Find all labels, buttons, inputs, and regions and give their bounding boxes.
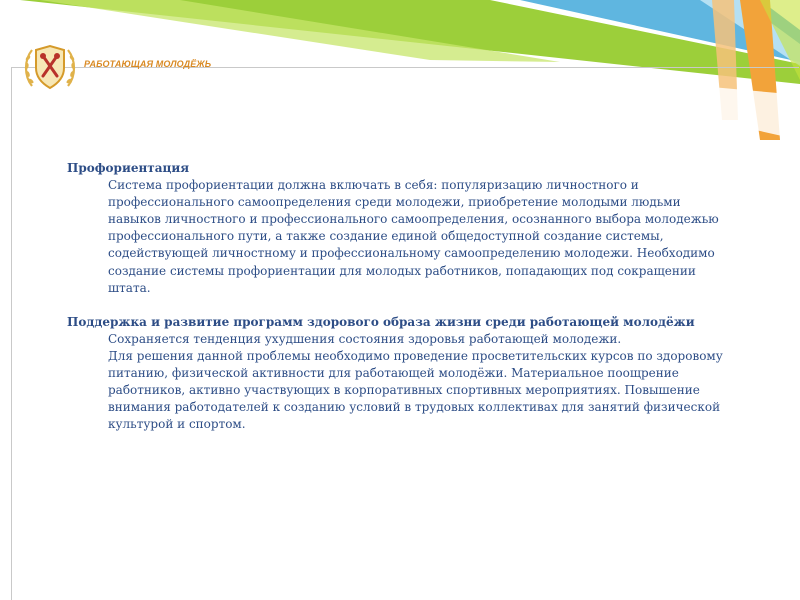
section-paragraph: Для решения данной проблемы необходимо проведение просветительских курсов по здоровому питанию, физической активности для работающей молодёжи. Материальное поощрение работников, активно участвующих в корпоративных спортивных мероприятиях. Повышение внимания работодателей к созданию условий в трудовых коллективах для занятий физической культурой и спортом. bbox=[108, 348, 723, 432]
section-spacer bbox=[67, 297, 737, 314]
section-heading-healthy-lifestyle: Поддержка и развитие программ здорового образа жизни среди работающей молодёжи bbox=[67, 314, 695, 329]
shield-logo-icon bbox=[22, 40, 78, 94]
section-paragraph: Система профориентации должна включать в себя: популяризацию личностного и профессионального самоопределения среди молодежи, приобретение молодыми людьми навыков личностного и профессионального самоопределения, осознанного выбора молодежью профессионального пути, а также создание единой общедоступной создание системы, содействующей личностному и профессиональному самоопределению молодежи. Необходимо создание системы профориентации для молодых работников, попадающих под сокращении штата. bbox=[108, 178, 719, 295]
brand-title: РАБОТАЮЩАЯ МОЛОДЁЖЬ bbox=[84, 59, 212, 69]
section-heading-career-guidance: Профориентация bbox=[67, 161, 190, 175]
document-body bbox=[67, 160, 737, 433]
section-paragraph: Сохраняется тенденция ухудшения состояния здоровья работающей молодежи. bbox=[108, 331, 622, 346]
